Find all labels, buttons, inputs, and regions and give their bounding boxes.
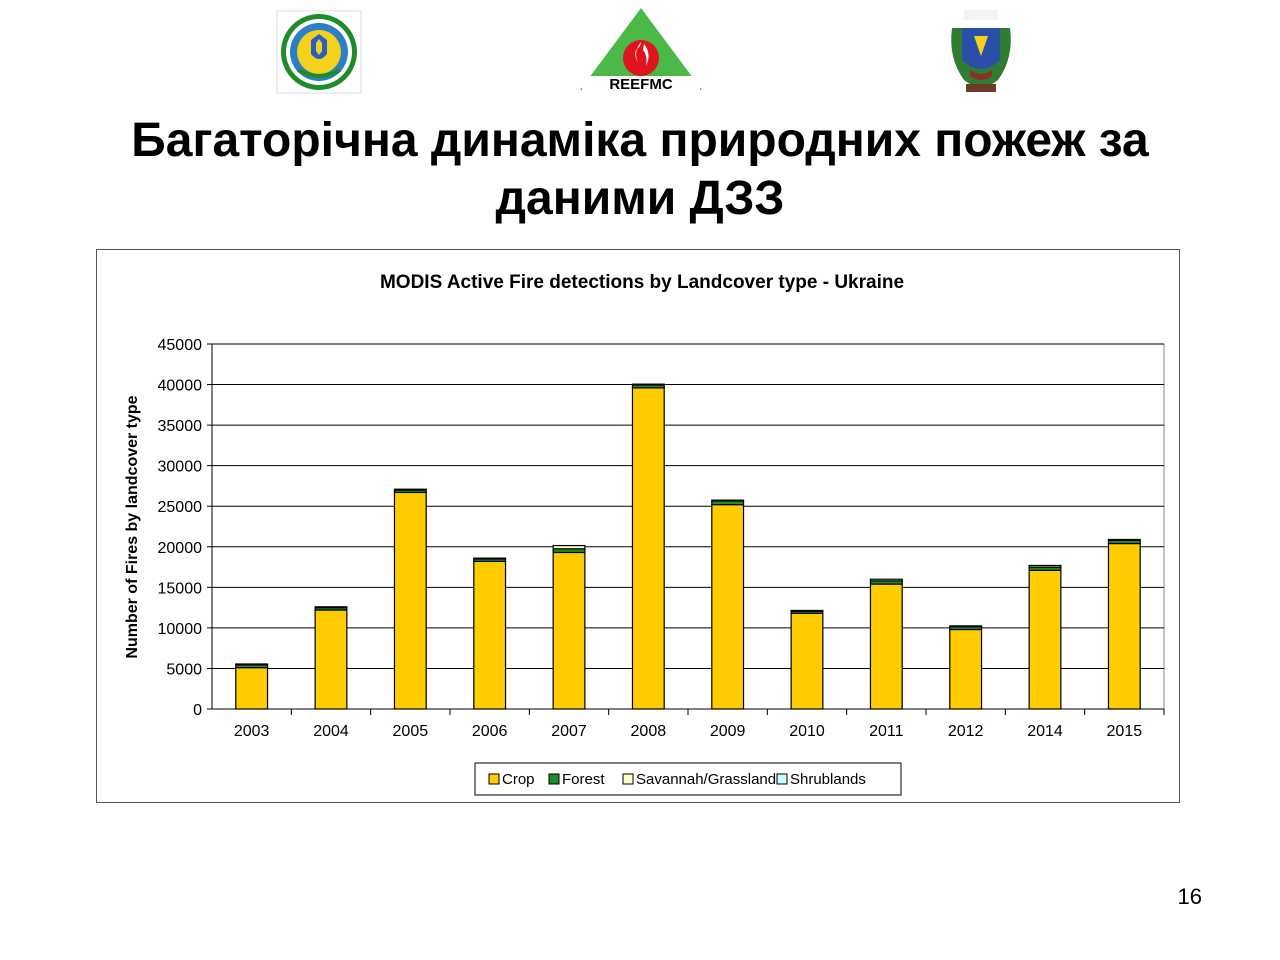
bar-segment-savannah (870, 579, 902, 581)
bar-segment-crop (712, 505, 744, 709)
y-axis-label: Number of Fires by landcover type (124, 395, 141, 659)
bar-segment-savannah (1108, 539, 1140, 540)
x-tick-label: 2012 (947, 723, 984, 740)
bar-segment-savannah (553, 546, 585, 549)
y-tick-label: 45000 (157, 337, 202, 354)
y-tick-label: 25000 (157, 499, 202, 517)
university-seal-logo (276, 10, 362, 94)
bar-segment-savannah (315, 607, 347, 608)
page-number: 16 (1177, 884, 1202, 909)
bar-segment-crop (632, 388, 664, 709)
y-tick-label: 0 (193, 702, 202, 719)
legend-swatch-shrublands (777, 774, 787, 784)
bar-segment-crop (791, 613, 823, 709)
x-tick-label: 2015 (1106, 723, 1143, 740)
slide-title-line-1: Багаторічна динаміка природних пожеж за (131, 114, 1149, 167)
x-tick-label: 2008 (630, 723, 667, 740)
y-tick-label: 35000 (157, 418, 202, 436)
bar-segment-crop (1108, 544, 1140, 709)
x-tick-label: 2010 (789, 723, 825, 740)
bar-segment-crop (1029, 570, 1061, 709)
reefmc-logo (578, 6, 704, 92)
y-tick-label: 30000 (157, 458, 202, 476)
bar-segment-crop (870, 584, 902, 709)
fire-detections-chart (97, 250, 1179, 802)
bar-segment-savannah (950, 626, 982, 627)
bar-segment-crop (315, 610, 347, 709)
bar-segment-crop (950, 630, 982, 709)
bar-segment-savannah (632, 384, 664, 385)
chart-legend (475, 763, 901, 795)
bar-segment-savannah (394, 489, 426, 490)
bar-segment-savannah (791, 610, 823, 611)
x-tick-label: 2011 (869, 723, 904, 740)
legend-label-shrublands: Shrublands (790, 771, 866, 788)
x-tick-label: 2009 (709, 723, 746, 740)
x-tick-label: 2006 (471, 723, 508, 740)
bar-segment-savannah (712, 500, 744, 501)
x-tick-label: 2005 (392, 723, 429, 740)
bar-segment-crop (236, 668, 268, 709)
legend-swatch-savannah (623, 774, 633, 784)
legend-label-forest: Forest (562, 771, 605, 788)
y-tick-label: 20000 (157, 539, 202, 557)
bar-segment-savannah (236, 664, 268, 665)
legend-swatch-crop (489, 774, 499, 784)
plot-area (158, 337, 1165, 740)
slide-title (40, 112, 1240, 228)
chart-frame (96, 249, 1180, 803)
bar-segment-savannah (474, 558, 506, 559)
legend-label-crop: Crop (502, 771, 535, 788)
bar-segment-crop (474, 561, 506, 709)
x-tick-label: 2014 (1027, 723, 1063, 740)
coat-of-arms-logo (944, 8, 1018, 96)
x-tick-label: 2007 (551, 723, 587, 740)
legend-swatch-forest (549, 774, 559, 784)
y-tick-label: 15000 (157, 580, 202, 598)
slide-title-line-2: даними ДЗЗ (495, 172, 785, 225)
x-tick-label: 2004 (313, 723, 349, 740)
reefmc-logo-text: REEFMC (609, 76, 673, 92)
y-tick-label: 40000 (157, 377, 202, 395)
bar-segment-savannah (1029, 565, 1061, 567)
legend-label-savannah: Savannah/Grassland (636, 771, 777, 788)
bar-segment-crop (394, 492, 426, 709)
plot-background (212, 344, 1164, 709)
x-tick-label: 2003 (233, 723, 270, 740)
bar-segment-crop (553, 552, 585, 709)
chart-title: MODIS Active Fire detections by Landcover type - Ukraine (379, 272, 905, 293)
y-tick-label: 5000 (166, 661, 202, 679)
y-tick-label: 10000 (157, 620, 202, 638)
